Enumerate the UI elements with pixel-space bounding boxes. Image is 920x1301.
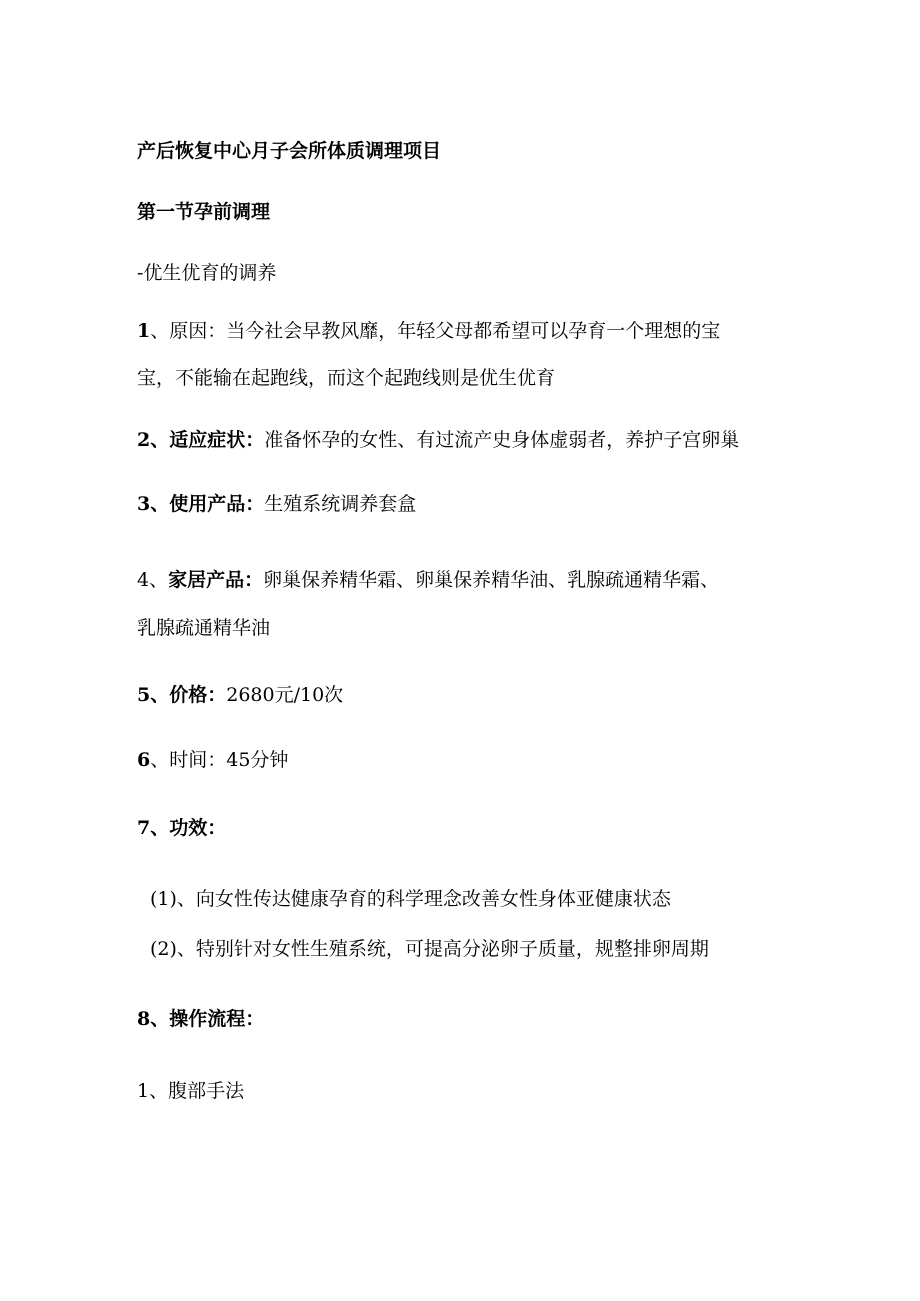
- section-heading: 第一节孕前调理: [137, 201, 271, 223]
- item-8-step-1: 1、腹部手法: [137, 1080, 245, 1102]
- item-4-line-2: 乳腺疏通精华油: [137, 617, 271, 639]
- item-1-line-2: 宝，不能输在起跑线，而这个起跑线则是优生优育: [137, 367, 556, 389]
- item-4-text-a: 卵巢保养精华霜、卵巢保养精华油、乳腺疏通精华霜、: [263, 569, 720, 591]
- item-2-label: 2、适应症状：: [137, 429, 265, 451]
- item-6: [137, 747, 288, 773]
- subtitle: -优生优育的调养: [137, 262, 277, 284]
- item-5-text: 2680元/10次: [226, 684, 344, 706]
- item-7-sub-1: (1)、向女性传达健康孕育的科学理念改善女性身体亚健康状态: [150, 888, 671, 910]
- item-4-number: 4、: [137, 569, 169, 591]
- item-4-line-1: [137, 567, 719, 593]
- item-5: [137, 682, 343, 708]
- item-3: [137, 491, 416, 517]
- document-title: 产后恢复中心月子会所体质调理项目: [137, 140, 442, 162]
- item-3-label: 3、使用产品：: [137, 493, 265, 515]
- item-6-number: 6: [137, 749, 151, 771]
- item-7-label: 7、功效：: [137, 817, 227, 839]
- item-8-label: 8、操作流程：: [137, 1008, 265, 1030]
- item-2-text: 准备怀孕的女性、有过流产史身体虚弱者，养护子宫卵巢: [264, 429, 740, 451]
- item-1-label: 、原因：: [150, 320, 227, 342]
- item-1-number: 1: [137, 320, 151, 342]
- item-7-sub-2: (2)、特别针对女性生殖系统，可提高分泌卵子质量，规整排卵周期: [150, 938, 709, 960]
- item-4-label: 家居产品：: [168, 569, 264, 591]
- item-3-text: 生殖系统调养套盒: [264, 493, 417, 515]
- item-2: [137, 427, 739, 453]
- item-5-label: 5、价格：: [137, 684, 227, 706]
- item-1-text-a: 当今社会早教风靡，年轻父母都希望可以孕育一个理想的宝: [226, 320, 721, 342]
- item-1-line-1: [137, 318, 720, 344]
- item-6-text: 、时间：45分钟: [150, 749, 289, 771]
